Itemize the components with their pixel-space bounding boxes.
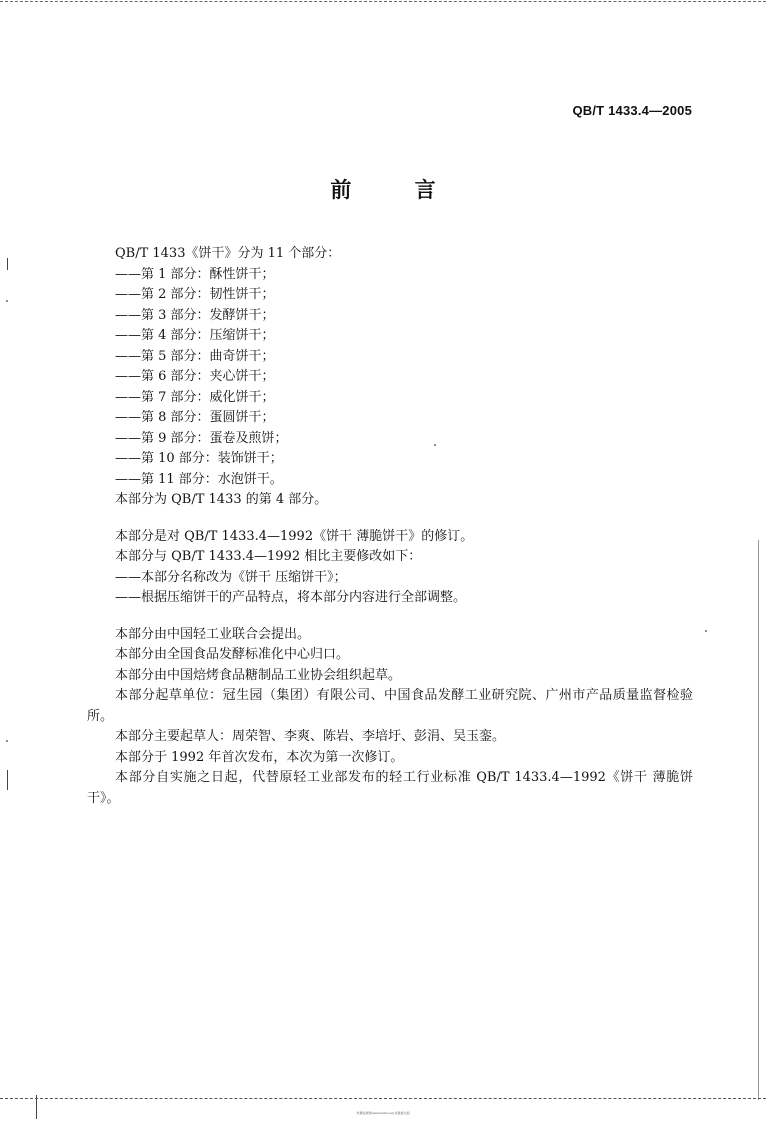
standard-code: QB/T 1433.4—2005 [572,103,692,118]
part-list-item: ——第 4 部分：压缩饼干； [115,328,275,343]
part-list-item: ——第 1 部分：酥性饼干； [115,266,275,282]
change-list-item: ——本部分名称改为《饼干 压缩饼干》； [115,569,347,585]
scan-speck [6,300,8,302]
proposed-by: 本部分由中国轻工业联合会提出。 [115,626,311,642]
part-list-item: ——第 11 部分：水泡饼干。 [115,471,283,487]
left-edge-mark [7,770,8,790]
scan-speck [6,740,8,742]
change-list-item: ——根据压缩饼干的产品特点，将本部分内容进行全部调整。 [115,590,467,605]
replaces-statement: 本部分自实施之日起，代替原轻工业部发布的轻工行业标准 QB/T 1433.4—1992《饼干 薄脆饼干》。 [87,770,693,806]
page-title: 前 言 [330,177,464,202]
top-dashed-rule [0,1,766,2]
part-list-item: ——第 6 部分：夹心饼干； [115,369,275,384]
part-list-item: ——第 7 部分：威化饼干； [115,389,275,405]
part-list-item: ——第 2 部分：韧性饼干； [115,287,275,302]
part-list-item: ——第 3 部分：发酵饼干； [115,307,275,323]
right-edge-line [758,540,759,1100]
paragraph-gap [87,511,693,527]
part-list-item: ——第 9 部分：蛋卷及煎饼； [115,430,288,446]
parts-intro: QB/T 1433《饼干》分为 11 个部分： [115,246,341,261]
centralized-by: 本部分由全国食品发酵标准化中心归口。 [115,647,350,662]
organized-by: 本部分由中国焙烤食品糖制品工业协会组织起草。 [115,667,402,683]
document-body [87,244,693,809]
revision-statement: 本部分是对 QB/T 1433.4—1992《饼干 薄脆饼干》的修订。 [115,528,474,544]
footer-watermark-note: 免费标准网(www.freebz.net) 标准最全面 [356,1111,410,1115]
bottom-left-mark [36,1095,37,1119]
left-edge-mark [7,258,8,270]
paragraph-gap [87,609,693,625]
drafters: 本部分主要起草人：周荣智、李爽、陈岩、李培圩、彭涓、吴玉銮。 [115,729,506,744]
part-list-item: ——第 10 部分：装饰饼干； [115,451,283,466]
scan-speck [705,630,707,632]
first-issue: 本部分于 1992 年首次发布，本次为第一次修订。 [115,749,404,765]
part-list-item: ——第 8 部分：蛋圆饼干； [115,410,275,425]
changes-intro: 本部分与 QB/T 1433.4—1992 相比主要修改如下： [115,549,422,564]
part-list-item: ——第 5 部分：曲奇饼干； [115,348,275,364]
drafting-units: 本部分起草单位：冠生园（集团）有限公司、中国食品发酵工业研究院、广州市产品质量监督检验所。 [87,688,693,724]
bottom-dashed-rule [0,1098,766,1099]
this-part-statement: 本部分为 QB/T 1433 的第 4 部分。 [115,492,328,507]
